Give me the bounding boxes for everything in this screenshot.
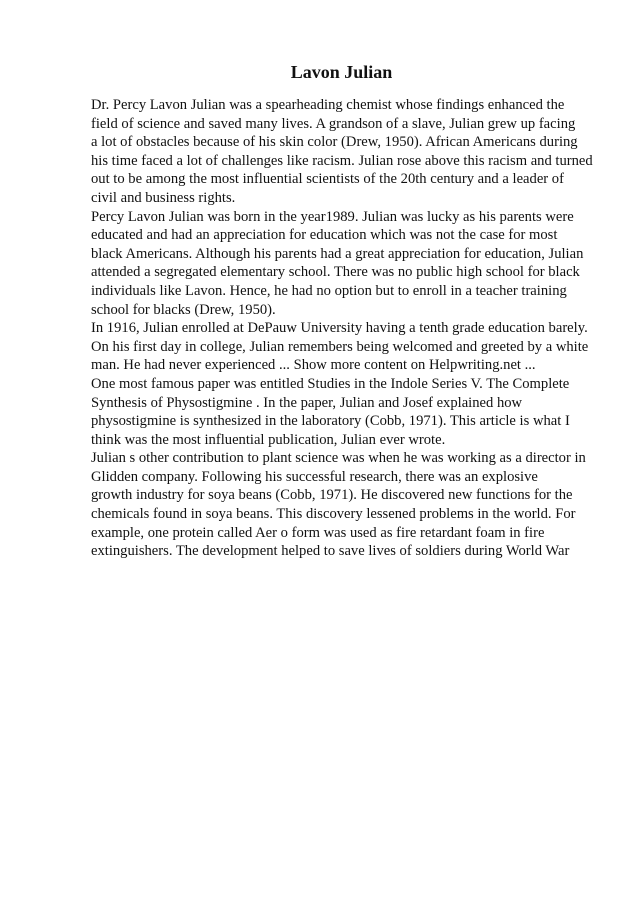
body-line: chemicals found in soya beans. This discovery lessened problems in the world. For	[91, 506, 576, 523]
body-line: example, one protein called Aer o form was used as fire retardant foam in fire	[91, 524, 545, 541]
body-line: Glidden company. Following his successful research, there was an explosive	[91, 468, 538, 485]
body-line: extinguishers. The development helped to save lives of soldiers during World War	[91, 543, 570, 560]
body-line: out to be among the most influential scientists of the 20th century and a leader of	[91, 171, 564, 188]
body-line: think was the most influential publication, Julian ever wrote.	[91, 431, 446, 448]
body-line: his time faced a lot of challenges like racism. Julian rose above this racism and turned	[91, 152, 593, 169]
body-line: civil and business rights.	[91, 189, 236, 206]
body-line: a lot of obstacles because of his skin color (Drew, 1950). African Americans during	[91, 134, 578, 151]
body-line: individuals like Lavon. Hence, he had no option but to enroll in a teacher training	[91, 282, 567, 299]
body-line: man. He had never experienced ... Show more content on Helpwriting.net ...	[91, 357, 536, 374]
body-line: Dr. Percy Lavon Julian was a spearheading chemist whose findings enhanced the	[91, 97, 565, 113]
body-line: educated and had an appreciation for education which was not the case for most	[91, 227, 558, 244]
body-line: Percy Lavon Julian was born in the year1989. Julian was lucky as his parents were	[91, 208, 574, 225]
body-line: Julian s other contribution to plant science was when he was working as a director in	[91, 450, 586, 467]
body-line: Synthesis of Physostigmine . In the paper, Julian and Josef explained how	[91, 394, 523, 411]
body-line: attended a segregated elementary school. There was no public high school for black	[91, 264, 580, 281]
document-title: Lavon Julian	[290, 62, 393, 82]
body-line: On his first day in college, Julian remembers being welcomed and greeted by a white	[91, 338, 589, 355]
body-line: black Americans. Although his parents had a great appreciation for education, Julian	[91, 245, 584, 262]
body-line: field of science and saved many lives. A grandson of a slave, Julian grew up facing	[91, 115, 576, 132]
body-line: school for blacks (Drew, 1950).	[91, 301, 276, 318]
body-line: physostigmine is synthesized in the laboratory (Cobb, 1971). This article is what I	[91, 413, 570, 430]
body-line: In 1916, Julian enrolled at DePauw University having a tenth grade education barely.	[91, 320, 588, 337]
document-body	[91, 96, 601, 561]
body-line: growth industry for soya beans (Cobb, 1971). He discovered new functions for the	[91, 487, 573, 504]
body-line: One most famous paper was entitled Studies in the Indole Series V. The Complete	[91, 375, 570, 392]
